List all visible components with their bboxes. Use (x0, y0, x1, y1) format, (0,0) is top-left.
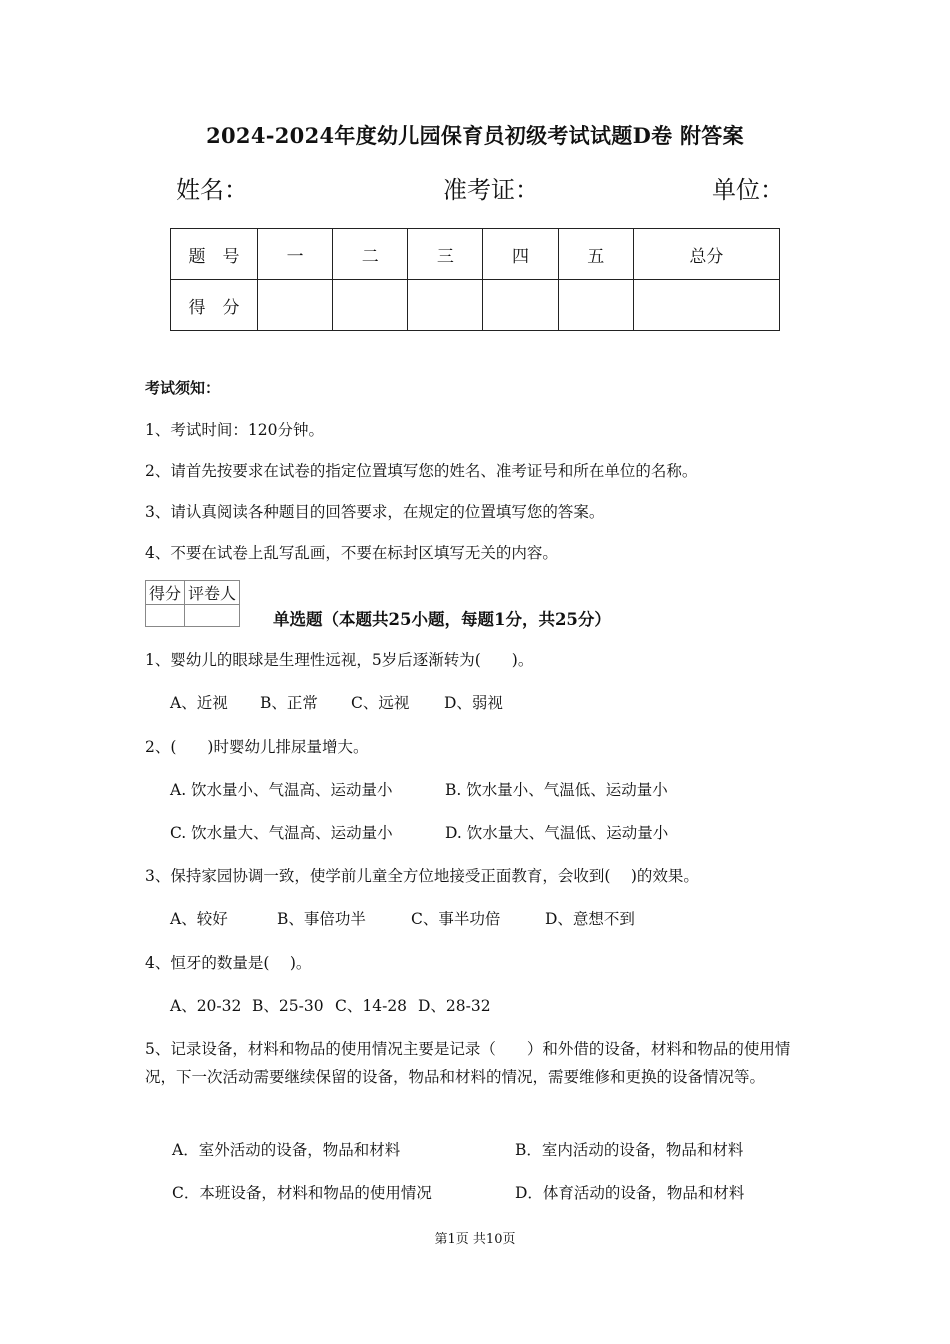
grader-score-label: 得分 (146, 581, 185, 605)
total-header: 总分 (633, 229, 779, 280)
question-option: D、弱视 (444, 694, 503, 712)
question-option: C. 饮水量大、气温高、运动量小 (170, 824, 393, 842)
question-option: A．室外活动的设备，物品和材料 (172, 1141, 401, 1159)
score-cell[interactable] (483, 280, 558, 331)
grader-reviewer-cell[interactable] (185, 605, 240, 627)
section-4-header: 四 (483, 229, 558, 280)
question-option: A. 饮水量小、气温高、运动量小 (170, 781, 393, 799)
question-option: D、28-32 (418, 997, 491, 1015)
section-3-header: 三 (408, 229, 483, 280)
page-footer: 第1页 共10页 (434, 1232, 516, 1247)
exam-number-label: 准考证： (443, 176, 539, 204)
question-option: B、正常 (260, 694, 318, 712)
score-table (170, 228, 780, 331)
question-option: B、25-30 (252, 997, 324, 1015)
question-option: B．室内活动的设备，物品和材料 (515, 1141, 744, 1159)
question-option: C、事半功倍 (411, 910, 501, 928)
score-table-score-row (171, 280, 780, 331)
score-cell[interactable] (558, 280, 633, 331)
question-number-label: 题 号 (171, 229, 258, 280)
question-stem: 3、保持家园协调一致，使学前儿童全方位地接受正面教育，会收到( )的效果。 (145, 867, 699, 885)
notice-item: 2、请首先按要求在试卷的指定位置填写您的姓名、准考证号和所在单位的名称。 (145, 462, 698, 480)
question-option: A、20-32 (170, 997, 242, 1015)
section-title: 单选题（本题共25小题，每题1分，共25分） (273, 610, 611, 629)
question-option: D、意想不到 (545, 910, 635, 928)
section-2-header: 二 (333, 229, 408, 280)
score-cell[interactable] (258, 280, 333, 331)
question-option: A、较好 (170, 910, 228, 928)
question-option: B、事倍功半 (277, 910, 366, 928)
grader-score-cell[interactable] (146, 605, 185, 627)
section-1-header: 一 (258, 229, 333, 280)
question-stem: 2、( )时婴幼儿排尿量增大。 (145, 738, 369, 756)
notice-item: 3、请认真阅读各种题目的回答要求，在规定的位置填写您的答案。 (145, 503, 605, 521)
score-cell[interactable] (408, 280, 483, 331)
question-stem: 1、婴幼儿的眼球是生理性远视，5岁后逐渐转为( )。 (145, 651, 534, 669)
notice-item: 1、考试时间：120分钟。 (145, 421, 324, 439)
question-option: B. 饮水量小、气温低、运动量小 (445, 781, 668, 799)
score-table-header-row (171, 229, 780, 280)
name-label: 姓名： (176, 176, 248, 204)
question-option: C、14-28 (335, 997, 408, 1015)
section-5-header: 五 (558, 229, 633, 280)
unit-label: 单位： (712, 176, 784, 204)
question-stem: 4、恒牙的数量是( )。 (145, 954, 312, 972)
notice-heading: 考试须知： (145, 379, 221, 397)
page-title: 2024-2024年度幼儿园保育员初级考试试题D卷 附答案 (206, 123, 744, 148)
question-option: A、近视 (170, 694, 228, 712)
question-option: C．本班设备，材料和物品的使用情况 (172, 1184, 432, 1202)
score-cell[interactable] (333, 280, 408, 331)
question-option: C、远视 (351, 694, 410, 712)
question-option: D．体育活动的设备，物品和材料 (515, 1184, 745, 1202)
question-option: D. 饮水量大、气温低、运动量小 (445, 824, 669, 842)
grader-reviewer-label: 评卷人 (185, 581, 240, 605)
score-cell[interactable] (633, 280, 779, 331)
notice-item: 4、不要在试卷上乱写乱画，不要在标封区填写无关的内容。 (145, 544, 558, 562)
question-stem: 5、记录设备，材料和物品的使用情况主要是记录（ ）和外借的设备，材料和物品的使用情况，下一次活动需要继续保留的设备，物品和材料的情况，需要维修和更换的设备情况等。 (145, 1040, 791, 1086)
grader-box (145, 580, 240, 627)
score-row-label: 得 分 (171, 280, 258, 331)
